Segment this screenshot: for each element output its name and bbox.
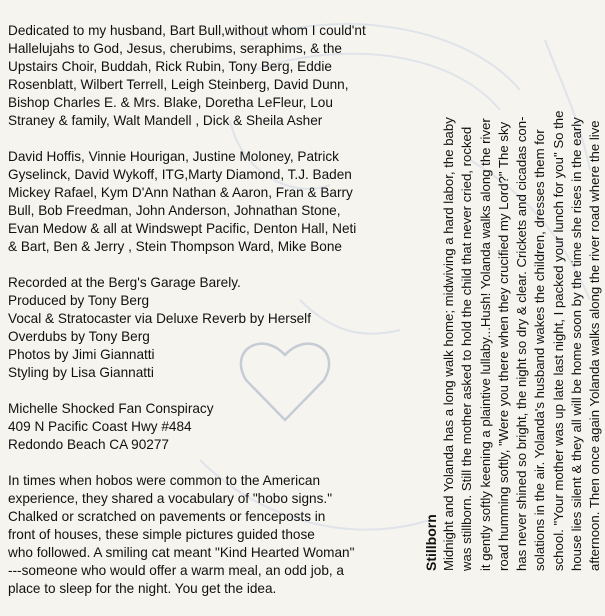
dedication-line: Bishop Charles E. & Mrs. Blake, Doretha LeFleur, Lou xyxy=(8,95,333,110)
hobo-line: experience, they shared a vocabulary of "hobo signs." xyxy=(8,491,333,506)
lyric-line: solations in the air. Yolanda's husband wakes the children, dresses them for xyxy=(532,129,548,571)
production-credits xyxy=(8,274,420,382)
thanks-line: Gyselinck, David Wykoff, ITG,Marty Diamond, T.J. Baden xyxy=(8,167,352,182)
lyric-line: afternoon. Then once again Yolanda walks along the river road where the live xyxy=(587,120,603,571)
lyric-line: Midnight and Yolanda has a long walk home; midwiving a hard labor, the baby xyxy=(441,117,456,571)
thanks-line: & Bart, Ben & Jerry , Stein Thompson Ward, Mike Bone xyxy=(8,239,342,254)
thanks-line: Bull, Bob Freedman, John Anderson, Johnathan Stone, xyxy=(8,203,341,218)
dedication-line: Upstairs Choir, Buddah, Rick Rubin, Tony Berg, Eddie xyxy=(8,59,332,74)
hobo-line: who followed. A smiling cat meant "Kind Hearted Woman" xyxy=(8,545,355,560)
hobo-line: place to sleep for the night. You get the idea. xyxy=(8,581,277,596)
credits-column xyxy=(8,22,420,616)
fan-club-address xyxy=(8,400,420,454)
hobo-line: In times when hobos were common to the American xyxy=(8,473,321,488)
address-line: 409 N Pacific Coast Hwy #484 xyxy=(8,419,192,434)
lyric-line: house lies silent & they all will be home soon by the time she rises in the early xyxy=(569,117,585,571)
thanks-line: Evan Medow & all at Windswept Pacific, Denton Hall, Neti xyxy=(8,221,357,236)
production-line: Vocal & Stratocaster via Deluxe Reverb by Herself xyxy=(8,311,311,326)
dedication-line: Straney & family, Walt Mandell , Dick & Sheila Asher xyxy=(8,113,323,128)
production-line: Recorded at the Berg's Garage Barely. xyxy=(8,275,241,290)
thanks-line: Mickey Rafael, Kym D'Ann Nathan & Aaron, Fran & Barry xyxy=(8,185,353,200)
address-line: Michelle Shocked Fan Conspiracy xyxy=(8,401,214,416)
production-line: Styling by Lisa Giannatti xyxy=(8,365,154,380)
lyric-line: it gently softly keening a plaintive lullaby...Hush! Yolanda walks along the river xyxy=(477,118,493,571)
hobo-signs-paragraph xyxy=(8,472,420,598)
hobo-line: Chalked or scratched on pavements or fenceposts in xyxy=(8,509,326,524)
song-lyrics xyxy=(440,3,605,571)
lyric-line: road humming softly, "Were you there when they crucified my Lord?" The sky xyxy=(495,121,511,571)
lyric-line: school. "Your mother was up late last night, I packed your lunch for you" So the xyxy=(550,110,566,571)
thanks-paragraph xyxy=(8,148,420,256)
lyric-line: has never shined so bright, the night so dry & clear. Crickets and cicadas con- xyxy=(514,116,530,571)
production-line: Produced by Tony Berg xyxy=(8,293,150,308)
hobo-line: front of houses, these simple pictures guided those xyxy=(8,527,315,542)
rotated-lyrics xyxy=(420,3,603,583)
dedication-line: Rosenblatt, Wilbert Terrell, Leigh Steinberg, David Dunn, xyxy=(8,77,349,92)
lyrics-column xyxy=(420,0,603,583)
lyric-line: was stillborn. Still the mother asked to hold the child that never cried, rocked xyxy=(459,126,475,571)
dedication-paragraph xyxy=(8,22,420,130)
production-line: Overdubs by Tony Berg xyxy=(8,329,150,344)
dedication-line: Dedicated to my husband, Bart Bull,without whom I could'nt xyxy=(8,23,366,38)
hobo-line: ---someone who would offer a warm meal, an odd job, a xyxy=(8,563,344,578)
production-line: Photos by Jimi Giannatti xyxy=(8,347,155,362)
dedication-line: Hallelujahs to God, Jesus, cherubims, seraphims, & the xyxy=(8,41,342,56)
thanks-line: David Hoffis, Vinnie Hourigan, Justine Moloney, Patrick xyxy=(8,149,339,164)
address-line: Redondo Beach CA 90277 xyxy=(8,437,169,452)
song-title: Stillborn xyxy=(423,514,439,571)
